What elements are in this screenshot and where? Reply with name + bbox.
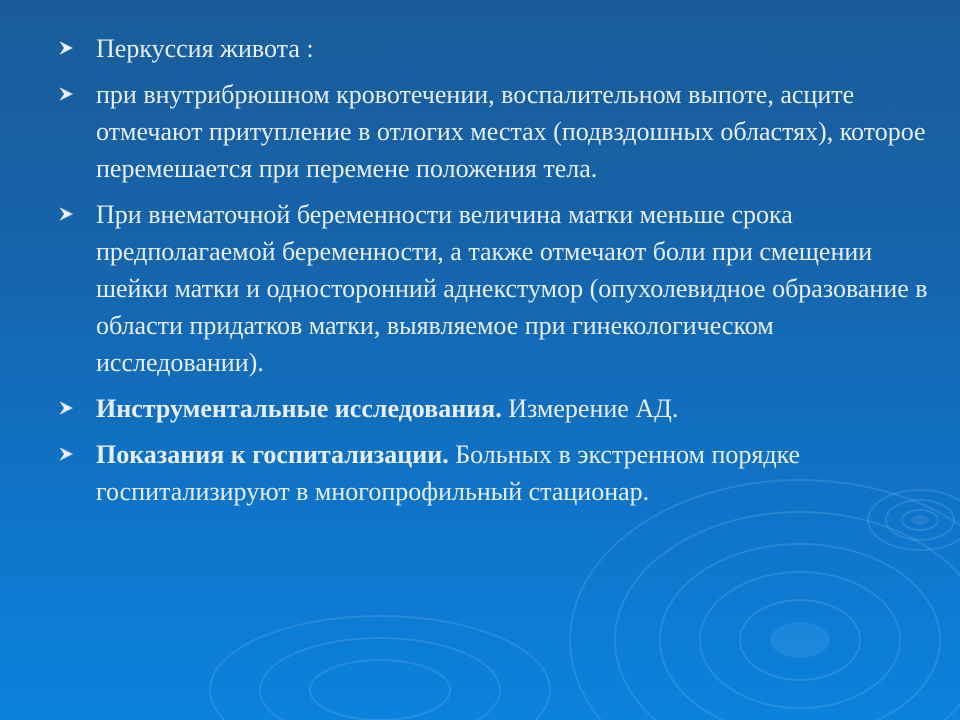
bullet-text: при внутрибрюшном кровотечении, воспалительном выпоте, асците отмечают притупление в отлогих местах (подвздошных областях), которое перемешается при перемене положения тела.: [96, 80, 926, 183]
chevron-arrow-icon: [58, 205, 76, 223]
bullet-bold-text: Показания к госпитализации.: [96, 440, 449, 469]
bullet-bleeding: [58, 76, 938, 187]
bullet-list: [58, 30, 938, 519]
bullet-instrumental-studies: [58, 390, 938, 427]
bullet-text: Больных в экстренном порядке госпитализируют в многопрофильный стационар.: [96, 440, 801, 506]
chevron-arrow-icon: [58, 399, 76, 417]
chevron-arrow-icon: [58, 85, 76, 103]
bullet-text: Измерение АД.: [501, 394, 679, 423]
chevron-arrow-icon: [58, 445, 76, 463]
bullet-text: При внематочной беременности величина матки меньше срока предполагаемой беременности, а также отмечают боли при смещении шейки матки и односторонний аднекстумор (опухолевидное образование в области придатков матки, выявляемое при гинекологическом исследовании).: [96, 200, 928, 377]
chevron-arrow-icon: [58, 39, 76, 57]
bullet-hospitalization: [58, 436, 938, 510]
bullet-ectopic-pregnancy: [58, 196, 938, 381]
bullet-text: Перкуссия живота :: [96, 34, 314, 63]
bullet-percussion: [58, 30, 938, 67]
bullet-bold-text: Инструментальные исследования.: [96, 394, 502, 423]
